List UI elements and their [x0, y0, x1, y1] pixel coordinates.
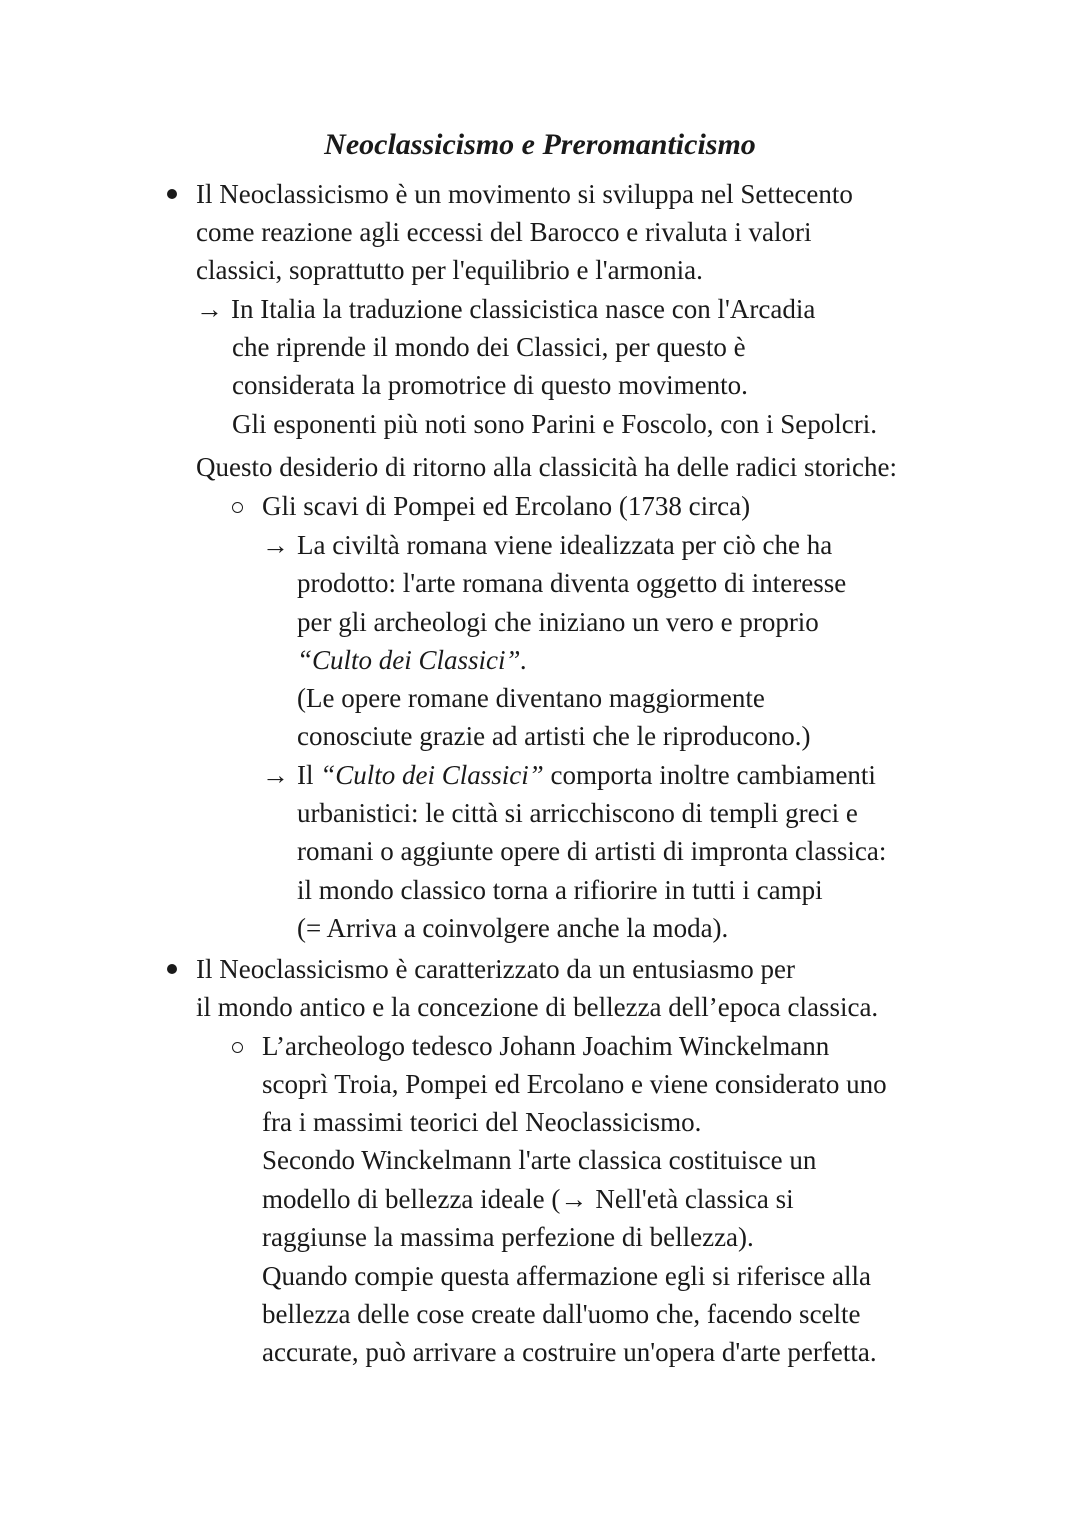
text-span: Nell'età classica si: [595, 1184, 794, 1214]
text-line: urbanistici: le città si arricchiscono di templi greci e: [297, 798, 858, 828]
text-line: Questo desiderio di ritorno alla classicità ha delle radici storiche:: [196, 452, 898, 482]
text-line: come reazione agli eccessi del Barocco e rivaluta i valori: [196, 217, 812, 247]
text-line: fra i massimi teorici del Neoclassicismo.: [262, 1107, 702, 1137]
text-line: L’archeologo tedesco Johann Joachim Winckelmann: [262, 1031, 830, 1061]
text-span: modello di bellezza ideale (: [262, 1184, 561, 1214]
bullet-ring: [232, 1042, 243, 1053]
title-text: Neoclassicismo e Preromanticismo: [324, 128, 756, 161]
text-line: “Culto dei Classici”.: [297, 645, 528, 675]
text-line: prodotto: l'arte romana diventa oggetto di interesse: [297, 568, 847, 598]
text-line: raggiunse la massima perfezione di bellezza).: [262, 1222, 754, 1252]
text-line: Il Neoclassicismo è caratterizzato da un entusiasmo per: [196, 954, 796, 984]
arrow-line: [262, 756, 876, 794]
text-line: romani o aggiunte opere di artisti di impronta classica:: [297, 836, 887, 866]
text-line: (Le opere romane diventano maggiormente: [297, 683, 765, 713]
arrow-icon: →: [560, 1184, 588, 1214]
arrow-inline-line: [262, 1180, 794, 1218]
text-line: per gli archeologi che iniziano un vero e proprio: [297, 607, 819, 637]
arrow-line: [196, 290, 815, 328]
text-line: (= Arriva a coinvolgere anche la moda).: [297, 913, 729, 943]
arrow-line: [262, 526, 832, 564]
text-line: bellezza delle cose create dall'uomo che, facendo scelte: [262, 1299, 861, 1329]
bullet-dot: [167, 189, 177, 199]
text-line: conosciute grazie ad artisti che le riproducono.): [297, 721, 811, 751]
text-line: il mondo classico torna a rifiorire in tutti i campi: [297, 875, 823, 905]
arrow-icon: →: [262, 760, 289, 790]
text-line: Il Neoclassicismo è un movimento si sviluppa nel Settecento: [196, 179, 853, 209]
bullet-ring: [232, 502, 243, 513]
arrow-icon: →: [196, 294, 223, 324]
page-title: [0, 128, 1080, 162]
text-span: Il: [297, 760, 314, 790]
text-line: Quando compie questa affermazione egli si riferisce alla: [262, 1261, 871, 1291]
text-line: scoprì Troia, Pompei ed Ercolano e viene considerato uno: [262, 1069, 887, 1099]
bullet-dot: [167, 964, 177, 974]
text-line: Gli scavi di Pompei ed Ercolano (1738 circa): [262, 491, 751, 521]
text-line: classici, soprattutto per l'equilibrio e l'armonia.: [196, 255, 703, 285]
text-line: Gli esponenti più noti sono Parini e Foscolo, con i Sepolcri.: [232, 409, 877, 439]
text-span: In Italia la traduzione classicistica nasce con l'Arcadia: [231, 294, 816, 324]
text-line: considerata la promotrice di questo movimento.: [232, 370, 748, 400]
text-line: accurate, può arrivare a costruire un'opera d'arte perfetta.: [262, 1337, 877, 1367]
text-line: Secondo Winckelmann l'arte classica costituisce un: [262, 1145, 817, 1175]
text-span-italic: “Culto dei Classici”: [320, 760, 544, 790]
text-line: che riprende il mondo dei Classici, per questo è: [232, 332, 746, 362]
text-span: comporta inoltre cambiamenti: [550, 760, 876, 790]
text-span: La civiltà romana viene idealizzata per ciò che ha: [297, 530, 833, 560]
text-line: il mondo antico e la concezione di bellezza dell’epoca classica.: [196, 992, 879, 1022]
arrow-icon: →: [262, 530, 289, 560]
